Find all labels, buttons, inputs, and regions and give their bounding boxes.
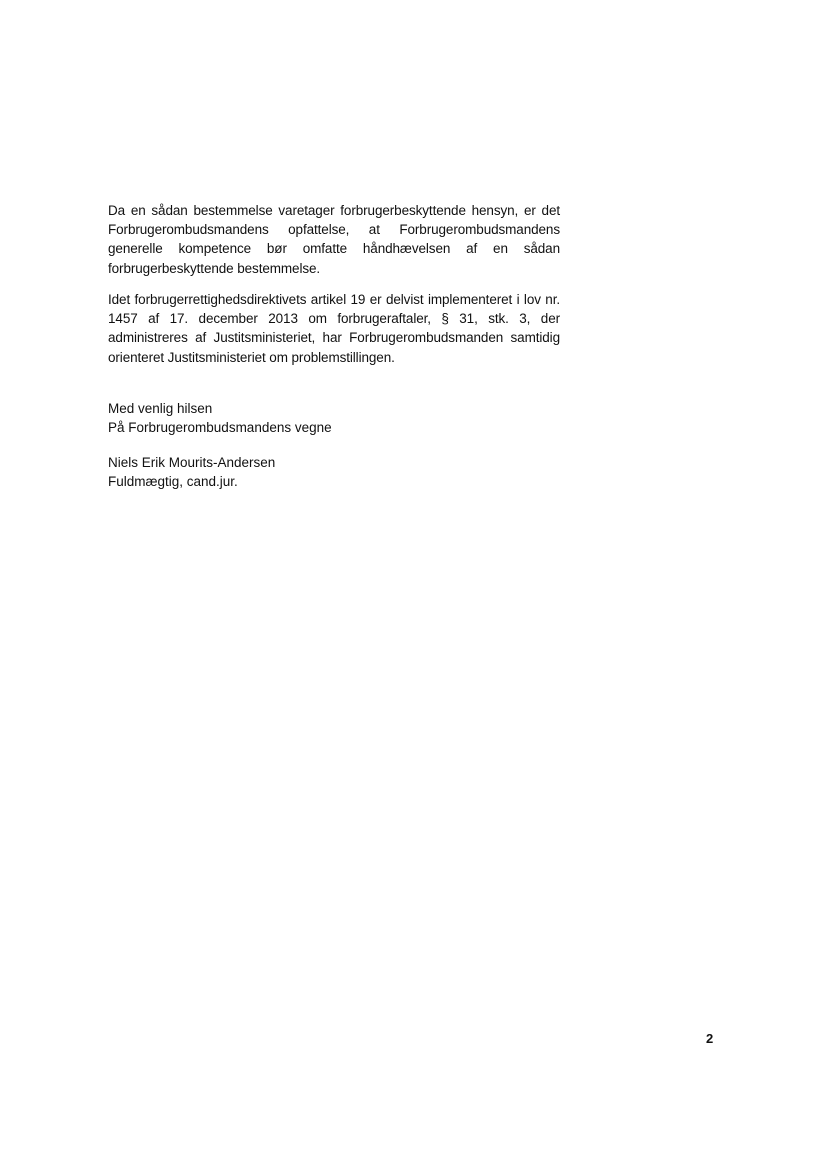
signatory-name: Niels Erik Mourits-Andersen [108,455,276,470]
paragraph-1: Da en sådan bestemmelse varetager forbrugerbeskyttende hensyn, er det Forbrugerombudsmandens opfattelse, at Forbrugerombudsmandens generelle kompetence bør omfatte håndhævelsen af en sådan forbrugerbeskyttende bestemmelse. [108,203,560,276]
page-number: 2 [706,1031,714,1046]
closing-on-behalf: På Forbrugerombudsmandens vegne [108,420,332,436]
signatory-title: Fuldmægtig, cand.jur. [108,474,238,490]
paragraph-2: Idet forbrugerrettighedsdirektivets artikel 19 er delvist implementeret i lov nr. 1457 af 17. december 2013 om forbrugeraftaler, § 31, stk. 3, der administreres af Justitsministeriet, har Forbrugerombudsmanden samtidig orienteret Justitsministeriet om problemstillingen. [108,292,560,365]
signature-block [108,453,275,491]
closing-block [108,399,332,437]
closing-greeting: Med venlig hilsen [108,401,213,416]
